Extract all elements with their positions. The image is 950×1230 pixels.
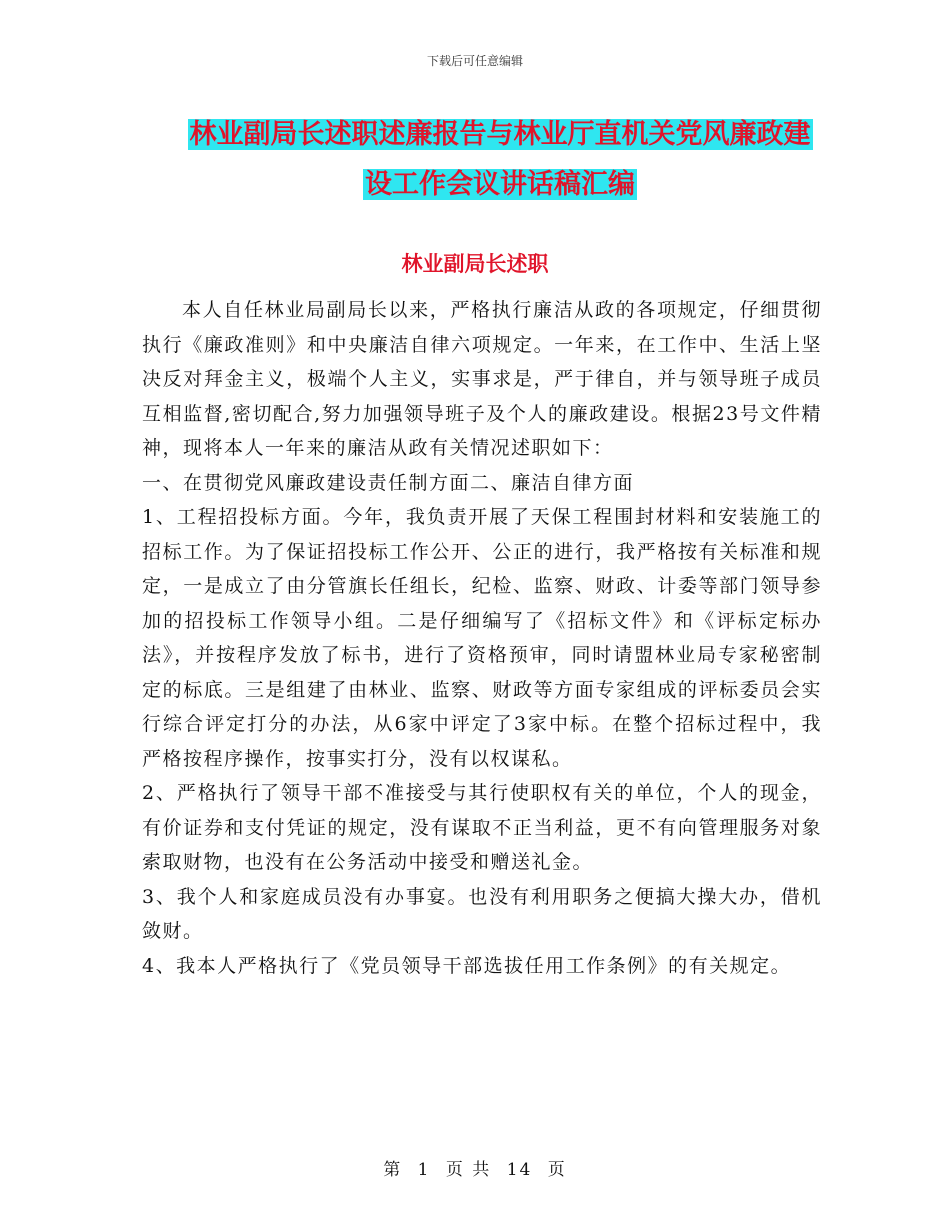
footer-page-total: 14 (506, 1160, 533, 1180)
footer-prefix: 第 (383, 1160, 403, 1180)
footer-suffix: 页 (547, 1160, 567, 1180)
paragraph: 一、在贯彻党风廉政建设责任制方面二、廉洁自律方面 (142, 471, 635, 494)
footer-middle: 页 共 (445, 1160, 492, 1180)
paragraph: 2、严格执行了领导干部不准接受与其行使职权有关的单位，个人的现金，有价证券和支付凭证的规定，没有谋取不正当利益，更不有向管理服务对象索取财物，也没有在公务活动中接受和赠送礼金。 (142, 782, 822, 873)
document-body (142, 293, 822, 983)
section-title: 林业副局长述职 (401, 252, 549, 276)
header-note: 下载后可任意编辑 (426, 54, 523, 68)
paragraph: 本人自任林业局副局长以来，严格执行廉洁从政的各项规定，仔细贯彻执行《廉政准则》和中央廉洁自律六项规定。一年来，在工作中、生活上坚决反对拜金主义，极端个人主义，实事求是，严于律自，并与领导班子成员互相监督,密切配合,努力加强领导班子及个人的廉政建设。根据23号文件精神，现将本人一年来的廉洁从政有关情况述职如下： (142, 299, 822, 459)
paragraph: 3、我个人和家庭成员没有办事宴。也没有利用职务之便搞大操大办，借机敛财。 (142, 885, 822, 942)
paragraph: 1、工程招投标方面。今年，我负责开展了天保工程围封材料和安装施工的招标工作。为了保证招投标工作公开、公正的进行，我严格按有关标准和规定，一是成立了由分管旗长任组长，纪检、监察、财政、计委等部门领导参加的招投标工作领导小组。二是仔细编写了《招标文件》和《评标定标办法》，并按程序发放了标书，进行了资格预审，同时请盟林业局专家秘密制定的标底。三是组建了由林业、监察、财政等方面专家组成的评标委员会实行综合评定打分的办法，从6家中评定了3家中标。在整个招标过程中，我严格按程序操作，按事实打分，没有以权谋私。 (142, 506, 822, 770)
document-title (150, 110, 850, 210)
title-line-2: 设工作会议讲话稿汇编 (365, 169, 635, 200)
footer-page-number: 1 (417, 1160, 431, 1180)
title-line-1: 林业副局长述职述廉报告与林业厅直机关党风廉政建 (189, 119, 811, 150)
page-footer (0, 1155, 950, 1180)
paragraph: 4、我本人严格执行了《党员领导干部选拔任用工作条例》的有关规定。 (142, 954, 792, 977)
